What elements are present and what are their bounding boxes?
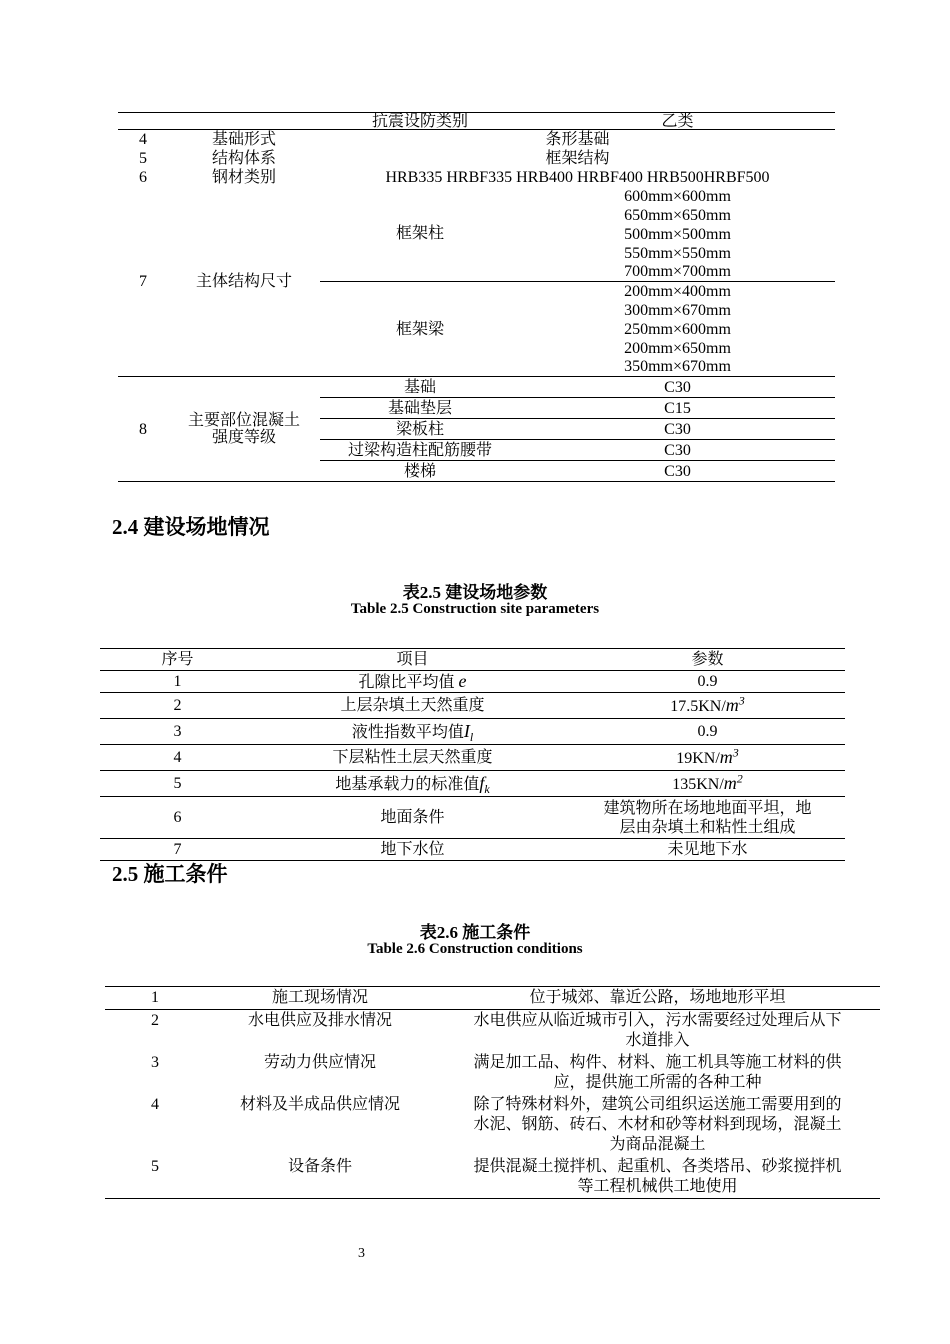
table-2-6-caption-en: Table 2.6 Construction conditions	[367, 941, 583, 957]
row-value: 框架结构	[545, 149, 610, 167]
row-item: 劳动力供应情况	[263, 1054, 376, 1071]
size-value: 250mm×600mm	[624, 320, 731, 338]
row-item: 材料及半成品供应情况	[239, 1096, 400, 1113]
row-no: 4	[151, 1096, 159, 1113]
row-name: 钢材类别	[211, 168, 276, 186]
row-value: 条形基础	[545, 130, 610, 148]
table-row	[100, 745, 845, 771]
row-no: 6	[139, 168, 147, 186]
row-desc: 水电供应从临近城市引入，污水需要经过处理后从下水道排入	[473, 1012, 842, 1049]
row-value: $17.5KN/m^3$	[570, 693, 845, 719]
row-value: 0.9	[570, 719, 845, 745]
row-no: 4	[139, 130, 147, 148]
table-row	[100, 693, 845, 719]
row-name: 主体结构尺寸	[195, 272, 292, 290]
row-item: 上层杂填土天然重度	[255, 693, 570, 719]
table-row	[100, 719, 845, 745]
row-desc: 满足加工品、构件、材料、施工机具等施工材料的供应，提供施工所需的各种工种	[473, 1054, 842, 1091]
row-name: 基础形式	[211, 130, 276, 148]
size-value: 200mm×400mm	[520, 282, 835, 301]
size-value: 500mm×500mm	[624, 225, 731, 243]
header-empty-cell	[118, 113, 320, 130]
concrete-section-label: 主要部位混凝土强度等级	[187, 412, 300, 446]
row-no: 7	[139, 272, 147, 290]
table-row	[100, 771, 845, 797]
part-label: 梁板柱	[320, 419, 520, 440]
row-value: 未见地下水	[570, 839, 845, 861]
row-no: 4	[100, 745, 255, 771]
variable-m: m	[723, 772, 737, 793]
variable-e: e	[458, 670, 467, 691]
row-value: 0.9	[570, 671, 845, 693]
table-row	[118, 187, 835, 206]
row-item: 下层粘性土层天然重度	[255, 745, 570, 771]
grade-value: C30	[520, 440, 835, 461]
row-no: 5	[151, 1158, 159, 1175]
page-number: 3	[358, 1246, 365, 1261]
variable-m: m	[725, 694, 739, 715]
row-item: 地基承载力的标准值$f_k$	[255, 771, 570, 797]
part-label: 基础垫层	[320, 398, 520, 419]
row-desc: 除了特殊材料外，建筑公司组织运送施工需要用到的水泥、钢筋、砖石、木材和砂等材料到现场，混凝土为商品混凝土	[473, 1096, 842, 1153]
frame-beam-label: 框架梁	[320, 282, 520, 377]
table-row	[118, 113, 835, 130]
table-row	[118, 168, 835, 187]
table-row	[100, 671, 845, 693]
section-heading-2-4: 2.4 建设场地情况	[112, 515, 270, 539]
table-row	[105, 1010, 880, 1053]
part-label: 过梁构造柱配筋腰带	[320, 440, 520, 461]
table-row	[100, 797, 845, 839]
size-value: 550mm×550mm	[624, 244, 731, 262]
row-item: 液性指数平均值$I_l$	[255, 719, 570, 745]
part-label: 基础	[320, 377, 520, 398]
row-name	[168, 377, 320, 482]
row-no: 3	[151, 1054, 159, 1071]
table-2-5-caption-en: Table 2.5 Construction site parameters	[350, 601, 600, 617]
grade-value: C30	[520, 419, 835, 440]
site-parameters-table	[100, 648, 845, 861]
grade-value: C30	[520, 461, 835, 482]
variable-m: m	[719, 746, 733, 767]
size-value: 350mm×670mm	[624, 358, 731, 376]
row-desc: 提供混凝土搅拌机、起重机、各类塔吊、砂浆搅拌机等工程机械供工地使用	[473, 1158, 842, 1195]
row-no: 1	[105, 987, 205, 1010]
table-row	[105, 987, 880, 1010]
construction-conditions-table	[105, 986, 880, 1199]
section-heading-2-5: 2.5 施工条件	[112, 862, 228, 886]
col-header-value: 参数	[570, 649, 845, 671]
row-item: 孔隙比平均值 e	[255, 671, 570, 693]
header-seismic-class: 乙类	[520, 113, 835, 130]
size-value: 700mm×700mm	[624, 263, 731, 281]
variable-f: f	[479, 772, 485, 793]
row-value: 建筑物所在场地地面平坦，地层由杂填土和粘性土组成	[570, 797, 845, 839]
row-no: 7	[100, 839, 255, 861]
variable-I: I	[463, 720, 470, 741]
row-desc: 位于城郊、靠近公路，场地地形平坦	[435, 987, 880, 1010]
table-header-row	[100, 649, 845, 671]
part-label: 楼梯	[320, 461, 520, 482]
table-2-6-caption-zh: 表2.6 施工条件	[419, 923, 531, 942]
table-row	[105, 1094, 880, 1156]
structure-table	[118, 112, 835, 482]
grade-value: C15	[520, 398, 835, 419]
row-item: 地面条件	[255, 797, 570, 839]
table-row	[118, 130, 835, 149]
grade-value: C30	[520, 377, 835, 398]
row-name: 结构体系	[211, 149, 276, 167]
row-no: 6	[100, 797, 255, 839]
size-value: 650mm×650mm	[624, 206, 731, 224]
row-no: 3	[100, 719, 255, 745]
row-no: 2	[100, 693, 255, 719]
row-item: 设备条件	[287, 1158, 352, 1175]
col-header-no: 序号	[100, 649, 255, 671]
size-value: 300mm×670mm	[624, 301, 731, 319]
row-item: 施工现场情况	[205, 987, 435, 1010]
table-row	[118, 377, 835, 398]
col-header-item: 项目	[255, 649, 570, 671]
row-value: $19KN/m^3$	[570, 745, 845, 771]
table-row	[105, 1052, 880, 1094]
row-no: 8	[118, 377, 168, 482]
row-no: 1	[100, 671, 255, 693]
row-no: 5	[100, 771, 255, 797]
row-no: 5	[139, 149, 147, 167]
row-value: HRB335 HRBF335 HRB400 HRBF400 HRB500HRBF500	[385, 168, 770, 186]
table-row	[118, 149, 835, 168]
table-row	[105, 1156, 880, 1199]
size-value: 600mm×600mm	[624, 187, 731, 205]
row-item: 水电供应及排水情况	[247, 1012, 392, 1029]
size-value: 200mm×650mm	[624, 339, 731, 357]
row-value: $135KN/m^2$	[570, 771, 845, 797]
frame-column-label: 框架柱	[395, 225, 444, 243]
row-item: 地下水位	[255, 839, 570, 861]
table-2-5-caption-zh: 表2.5 建设场地参数	[402, 583, 548, 602]
header-seismic-category: 抗震设防类别	[320, 113, 520, 130]
row-no: 2	[151, 1012, 159, 1029]
